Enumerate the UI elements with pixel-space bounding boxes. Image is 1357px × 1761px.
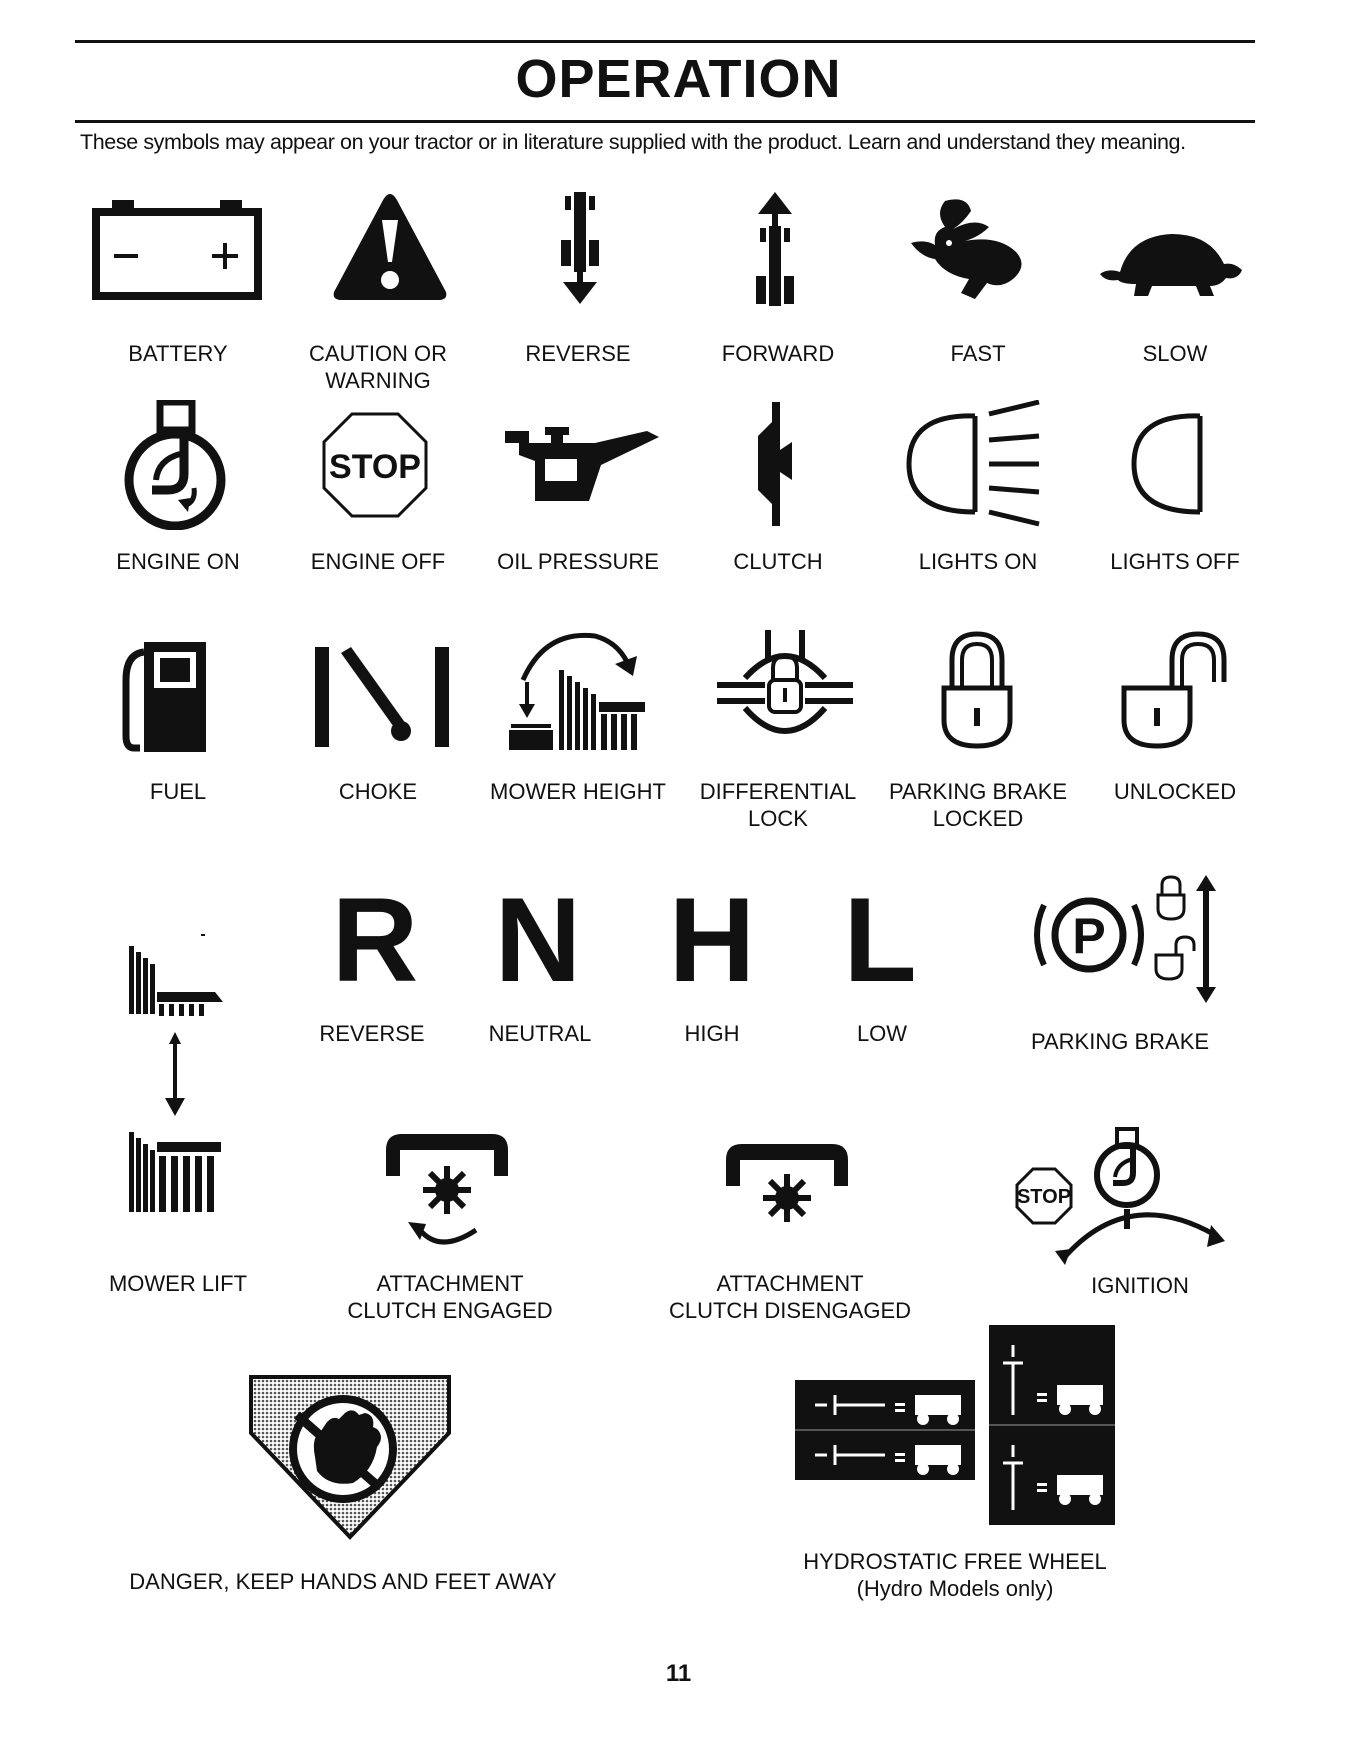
lights-on-label: LIGHTS ON [918,549,1038,574]
oil-can-icon [505,425,660,505]
parking-brake-label: PARKING BRAKE [1030,1029,1210,1054]
page-number: 11 [665,1660,692,1687]
mower-lift-label: MOWER LIFT [108,1271,248,1296]
parking-brake-icon [1030,875,1225,1005]
clutch-label: CLUTCH [733,549,823,574]
gear-reverse-label: REVERSE [319,1021,425,1046]
ignition-label: IGNITION [1091,1273,1189,1298]
padlock-locked-icon [940,630,1015,750]
ignition-icon [1015,1125,1230,1265]
caution-label: CAUTION OR WARNING [308,341,448,393]
hand-danger-icon [245,1375,455,1540]
gear-letter-n: N [494,873,582,1007]
hydro-label: HYDROSTATIC FREE WHEEL (Hydro Models only) [803,1549,1107,1601]
caution-icon [330,190,450,305]
diff-lock-label: DIFFERENTIAL LOCK [699,779,857,831]
fast-label: FAST [950,341,1006,366]
turtle-icon [1100,228,1245,298]
engine-off-label: ENGINE OFF [310,549,446,574]
title-rule [75,120,1255,123]
padlock-unlocked-icon [1120,630,1235,750]
stop-text: STOP [329,448,421,486]
gear-letter-h: H [668,873,756,1007]
att-engaged-label: ATTACHMENT CLUTCH ENGAGED [347,1271,553,1323]
top-rule [75,40,1255,43]
clutch-icon [750,400,800,530]
fuel-label: FUEL [149,779,207,804]
forward-tractor-icon [750,192,800,307]
ignition-stop-text: STOP [1016,1186,1072,1208]
mower-height-label: MOWER HEIGHT [490,779,666,804]
battery-icon [92,200,262,300]
rabbit-icon [905,195,1035,305]
mower-lift-icon [125,920,230,1220]
parking-locked-label: PARKING BRAKE LOCKED [888,779,1068,831]
differential-lock-icon [715,630,855,755]
stop-sign-icon [320,410,430,520]
intro-text: These symbols may appear on your tractor or in literature supplied with the product. Learn and understand they meaning. [80,130,1186,154]
gear-letter-r: R [331,873,419,1007]
engine-on-label: ENGINE ON [116,549,240,574]
slow-label: SLOW [1142,341,1208,366]
lights-off-label: LIGHTS OFF [1110,549,1240,574]
lights-off-icon [1130,412,1210,517]
p-glyph: P [1072,908,1106,964]
danger-label: DANGER, KEEP HANDS AND FEET AWAY [129,1569,557,1594]
att-disengaged-label: ATTACHMENT CLUTCH DISENGAGED [668,1271,912,1323]
page-title: OPERATION [515,49,842,109]
hydrostatic-free-wheel-decal [795,1325,1115,1525]
engine-on-icon [118,400,233,530]
low-label: LOW [856,1021,908,1046]
gear-letter-l: L [843,873,917,1007]
lights-on-icon [905,400,1045,530]
reverse-tractor-icon [555,192,605,307]
unlocked-label: UNLOCKED [1113,779,1237,804]
oil-pressure-label: OIL PRESSURE [497,549,659,574]
forward-label: FORWARD [721,341,835,366]
mower-height-icon [505,630,655,755]
reverse-label: REVERSE [525,341,631,366]
fuel-pump-icon [120,640,215,755]
attachment-disengaged-icon [720,1140,855,1240]
attachment-engaged-icon [380,1130,515,1260]
neutral-label: NEUTRAL [488,1021,592,1046]
choke-icon [315,645,450,750]
high-label: HIGH [684,1021,740,1046]
choke-label: CHOKE [338,779,418,804]
battery-label: BATTERY [128,341,228,366]
